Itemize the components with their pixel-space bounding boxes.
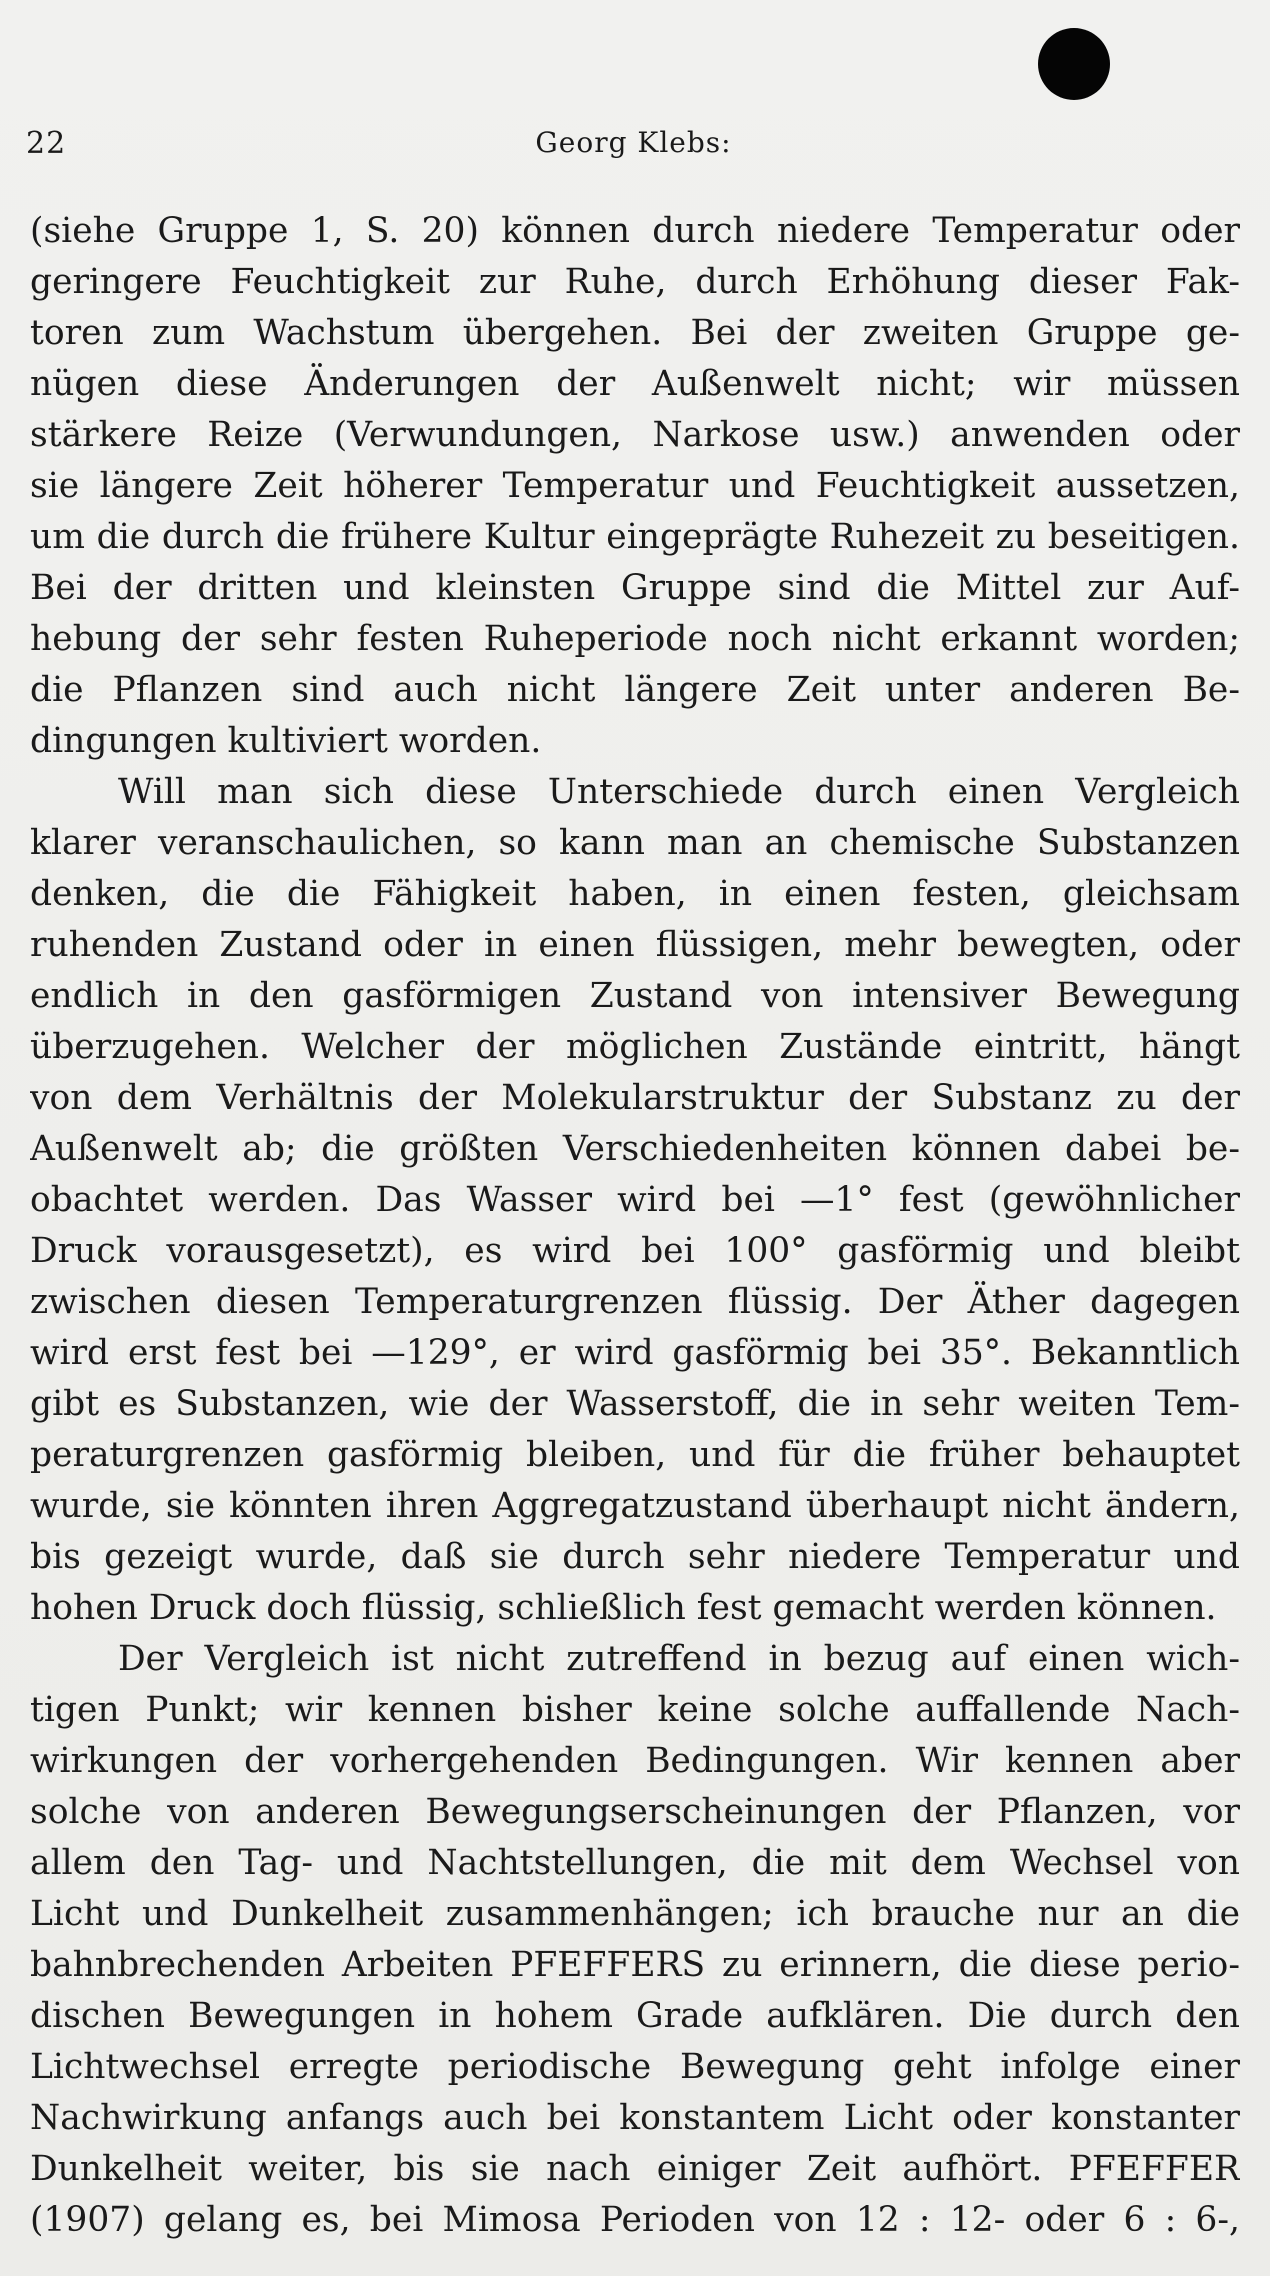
text-line: obachtet werden. Das Wasser wird bei —1° fest (gewöhnlicher [30,1180,1240,1220]
text-line: gibt es Substanzen, wie der Wasserstoff, die in sehr weiten Tem- [30,1384,1240,1424]
text-line: nügen diese Änderungen der Außenwelt nicht; wir müssen [30,364,1240,404]
text-line: toren zum Wachstum übergehen. Bei der zweiten Gruppe ge- [30,313,1240,353]
text-line: Außenwelt ab; die größten Verschiedenheiten können dabei be- [30,1129,1240,1169]
text-line: Der Vergleich ist nicht zutreffend in bezug auf einen wich- [118,1639,1240,1679]
text-line: die Pflanzen sind auch nicht längere Zeit unter anderen Be- [30,670,1240,710]
text-line: Nachwirkung anfangs auch bei konstantem Licht oder konstanter [30,2098,1240,2138]
text-line: Licht und Dunkelheit zusammenhängen; ich brauche nur an die [30,1894,1240,1934]
text-line: überzugehen. Welcher der möglichen Zustände eintritt, hängt [30,1027,1240,1067]
page-header [26,126,1241,170]
text-line: stärkere Reize (Verwundungen, Narkose usw.) anwenden oder [30,415,1240,455]
body-text [30,206,1240,2246]
text-line: hebung der sehr festen Ruheperiode noch nicht erkannt worden; [30,619,1240,659]
text-line: endlich in den gasförmigen Zustand von intensiver Bewegung [30,976,1240,1016]
text-line: solche von anderen Bewegungserscheinungen der Pflanzen, vor [30,1792,1240,1832]
text-line: Lichtwechsel erregte periodische Bewegung geht infolge einer [30,2047,1240,2087]
text-line: Bei der dritten und kleinsten Gruppe sind die Mittel zur Auf- [30,568,1240,608]
punch-hole-mark [1038,28,1110,100]
text-line: denken, die die Fähigkeit haben, in einen festen, gleichsam [30,874,1240,914]
text-line: zwischen diesen Temperaturgrenzen flüssig. Der Äther dagegen [30,1282,1240,1322]
text-line: von dem Verhältnis der Molekularstruktur der Substanz zu der [30,1078,1240,1118]
text-line: wurde, sie könnten ihren Aggregatzustand überhaupt nicht ändern, [30,1486,1240,1526]
text-line: geringere Feuchtigkeit zur Ruhe, durch Erhöhung dieser Fak- [30,262,1240,302]
text-line: bahnbrechenden Arbeiten PFEFFERS zu erinnern, die diese perio- [30,1945,1240,1985]
text-line: um die durch die frühere Kultur eingeprägte Ruhezeit zu beseitigen. [30,517,1240,557]
text-line: klarer veranschaulichen, so kann man an chemische Substanzen [30,823,1240,863]
text-line: (siehe Gruppe 1, S. 20) können durch niedere Temperatur oder [30,211,1240,251]
running-head: Georg Klebs: [535,126,732,159]
text-line: dingungen kultiviert worden. [30,721,542,761]
text-line: (1907) gelang es, bei Mimosa Perioden von 12 : 12- oder 6 : 6-, [30,2200,1240,2240]
text-line: allem den Tag- und Nachtstellungen, die mit dem Wechsel von [30,1843,1240,1883]
text-line: ruhenden Zustand oder in einen flüssigen, mehr bewegten, oder [30,925,1240,965]
text-line: sie längere Zeit höherer Temperatur und Feuchtigkeit aussetzen, [30,466,1240,506]
page-number: 22 [26,126,67,161]
text-line: hohen Druck doch flüssig, schließlich fest gemacht werden können. [30,1588,1217,1628]
text-line: Dunkelheit weiter, bis sie nach einiger Zeit aufhört. PFEFFER [30,2149,1240,2189]
text-line: Druck vorausgesetzt), es wird bei 100° gasförmig und bleibt [30,1231,1240,1271]
text-line: dischen Bewegungen in hohem Grade aufklären. Die durch den [30,1996,1240,2036]
text-line: tigen Punkt; wir kennen bisher keine solche auffallende Nach- [30,1690,1240,1730]
text-line: bis gezeigt wurde, daß sie durch sehr niedere Temperatur und [30,1537,1240,1577]
text-line: peraturgrenzen gasförmig bleiben, und für die früher behauptet [30,1435,1240,1475]
text-line: wirkungen der vorhergehenden Bedingungen. Wir kennen aber [30,1741,1240,1781]
text-line: Will man sich diese Unterschiede durch einen Vergleich [118,772,1240,812]
text-line: wird erst fest bei —129°, er wird gasförmig bei 35°. Bekanntlich [30,1333,1240,1373]
